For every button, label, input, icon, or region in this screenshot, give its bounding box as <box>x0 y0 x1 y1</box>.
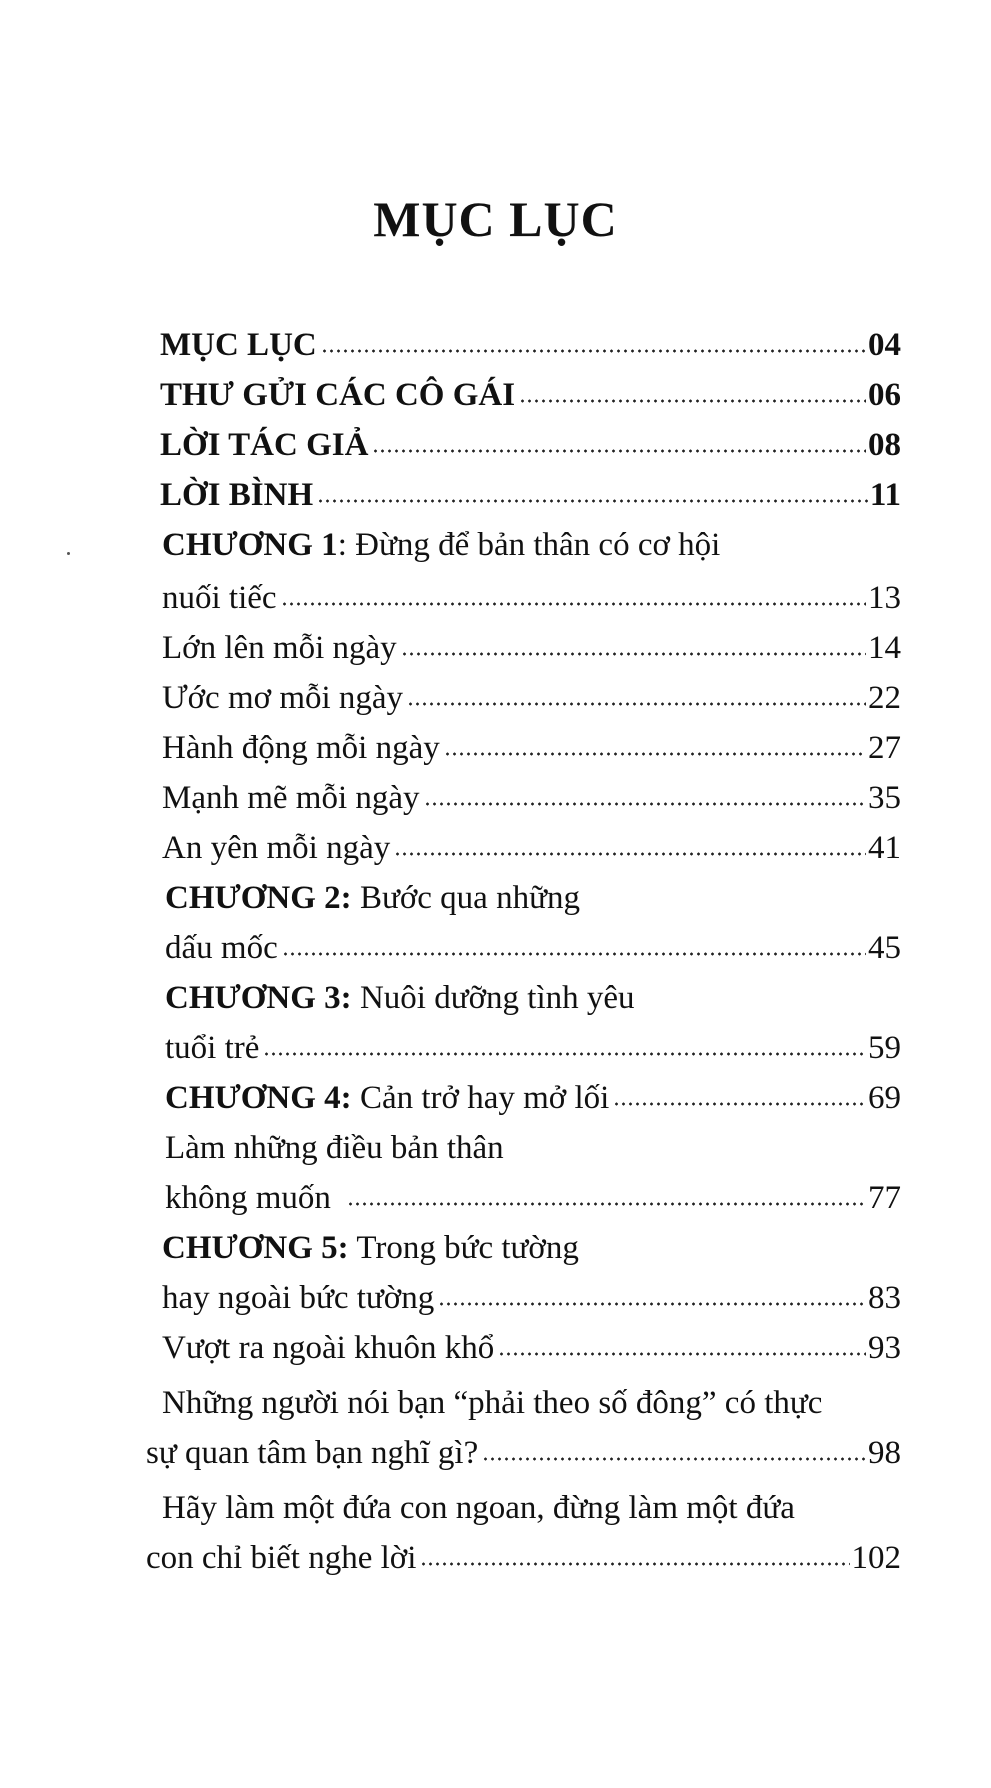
toc-entry <box>162 728 901 768</box>
toc-entry-text: An yên mỗi ngày <box>162 830 391 866</box>
toc-entry <box>162 1328 901 1368</box>
toc-entry <box>165 1178 901 1218</box>
toc-page-number: 27 <box>868 730 901 766</box>
toc-entry-text: LỜI TÁC GIẢ <box>160 427 369 463</box>
toc-page-number: 06 <box>868 377 901 413</box>
toc-entry <box>165 1028 901 1068</box>
chapter-label: CHƯƠNG 1 <box>162 527 338 563</box>
toc-page-number: 41 <box>868 830 901 866</box>
dot-leader <box>407 702 866 706</box>
chapter-label: CHƯƠNG 3: <box>165 980 352 1016</box>
toc-page-number: 35 <box>868 780 901 816</box>
toc-entry-text: tuổi trẻ <box>165 1030 260 1066</box>
toc-page-number: 59 <box>868 1030 901 1066</box>
toc-page-number: 98 <box>868 1435 901 1471</box>
toc-entry <box>162 628 901 668</box>
toc-page-number: 69 <box>868 1080 901 1116</box>
toc-entry-text: THƯ GỬI CÁC CÔ GÁI <box>160 377 516 413</box>
toc-entry <box>160 325 901 365</box>
toc-chapter-heading <box>162 525 901 565</box>
toc-entry-text: Lớn lên mỗi ngày <box>162 630 397 666</box>
dot-leader <box>498 1352 866 1356</box>
toc-page-number: 04 <box>868 327 901 363</box>
toc-entry <box>146 1538 901 1578</box>
dot-leader <box>317 499 868 503</box>
toc-entry <box>162 578 901 618</box>
toc-entry <box>162 828 901 868</box>
toc-page-number: 93 <box>868 1330 901 1366</box>
toc-chapter-heading <box>162 1228 901 1268</box>
toc-entry-text: Mạnh mẽ mỗi ngày <box>162 780 420 816</box>
chapter-label: CHƯƠNG 2: <box>165 880 352 916</box>
toc-page-number: 11 <box>869 477 901 513</box>
chapter-label: CHƯƠNG 5: <box>162 1230 349 1266</box>
toc-page-number: 13 <box>868 580 901 616</box>
toc-entry-text: MỤC LỤC <box>160 327 317 363</box>
toc-entry-text: Vượt ra ngoài khuôn khổ <box>162 1330 495 1366</box>
toc-page-number: 45 <box>868 930 901 966</box>
toc-page-number: 102 <box>851 1540 901 1576</box>
dot-leader <box>347 1202 866 1206</box>
dot-leader <box>394 852 866 856</box>
page-title: MỤC LỤC <box>373 191 618 247</box>
toc-page-number: 83 <box>868 1280 901 1316</box>
toc-chapter-heading <box>165 1078 901 1118</box>
toc-entry-text: nuối tiếc <box>162 580 277 616</box>
dot-leader <box>263 1052 866 1056</box>
toc-chapter-heading <box>165 878 901 918</box>
toc-entry-text: : Đừng để bản thân có cơ hội <box>337 527 721 563</box>
toc-entry <box>160 425 901 465</box>
chapter-label: CHƯƠNG 4: <box>165 1080 352 1116</box>
toc-entry <box>165 1128 901 1168</box>
dot-leader <box>372 449 866 453</box>
toc-entry <box>162 1383 901 1423</box>
dot-leader <box>401 652 866 656</box>
toc-entry-text: dấu mốc <box>165 930 278 966</box>
toc-entry-text: sự quan tâm bạn nghĩ gì? <box>146 1435 479 1471</box>
toc-entry-text: con chỉ biết nghe lời <box>146 1540 417 1576</box>
toc-entry <box>165 928 901 968</box>
toc-entry-text: Cản trở hay mở lối <box>351 1080 610 1116</box>
toc-entry-text: Hành động mỗi ngày <box>162 730 440 766</box>
toc-page-number: 22 <box>868 680 901 716</box>
toc-page-number: 14 <box>868 630 901 666</box>
dot-leader <box>424 802 866 806</box>
dot-leader <box>282 952 866 956</box>
toc-entry-text: không muốn <box>165 1180 331 1216</box>
toc-entry-text: Ước mơ mỗi ngày <box>162 680 404 716</box>
paper-speck <box>67 552 70 555</box>
toc-entry-text: Hãy làm một đứa con ngoan, đừng làm một đứa <box>162 1490 795 1526</box>
dot-leader <box>281 602 866 606</box>
dot-leader <box>519 399 866 403</box>
toc-entry <box>162 1278 901 1318</box>
toc-entry <box>146 1433 901 1473</box>
dot-leader <box>438 1302 866 1306</box>
toc-entry-text: hay ngoài bức tường <box>162 1280 435 1316</box>
dot-leader <box>420 1562 849 1566</box>
dot-leader <box>444 752 866 756</box>
toc-page-number: 08 <box>868 427 901 463</box>
toc-entry <box>160 375 901 415</box>
toc-entry-text: Bước qua những <box>351 880 580 916</box>
toc-page-number: 77 <box>868 1180 901 1216</box>
toc-entry <box>162 678 901 718</box>
toc-entry <box>162 778 901 818</box>
toc-entry-text: Những người nói bạn “phải theo số đông” có thực <box>162 1385 823 1421</box>
toc-entry <box>160 475 901 515</box>
dot-leader <box>613 1102 866 1106</box>
toc-entry-text: Làm những điều bản thân <box>165 1130 504 1166</box>
toc-entry-text: LỜI BÌNH <box>160 477 314 513</box>
toc-entry <box>162 1488 901 1528</box>
dot-leader <box>482 1457 866 1461</box>
toc-entry-text: Nuôi dưỡng tình yêu <box>351 980 635 1016</box>
toc-chapter-heading <box>165 978 901 1018</box>
toc-entry-text: Trong bức tường <box>348 1230 579 1266</box>
dot-leader <box>321 349 866 353</box>
